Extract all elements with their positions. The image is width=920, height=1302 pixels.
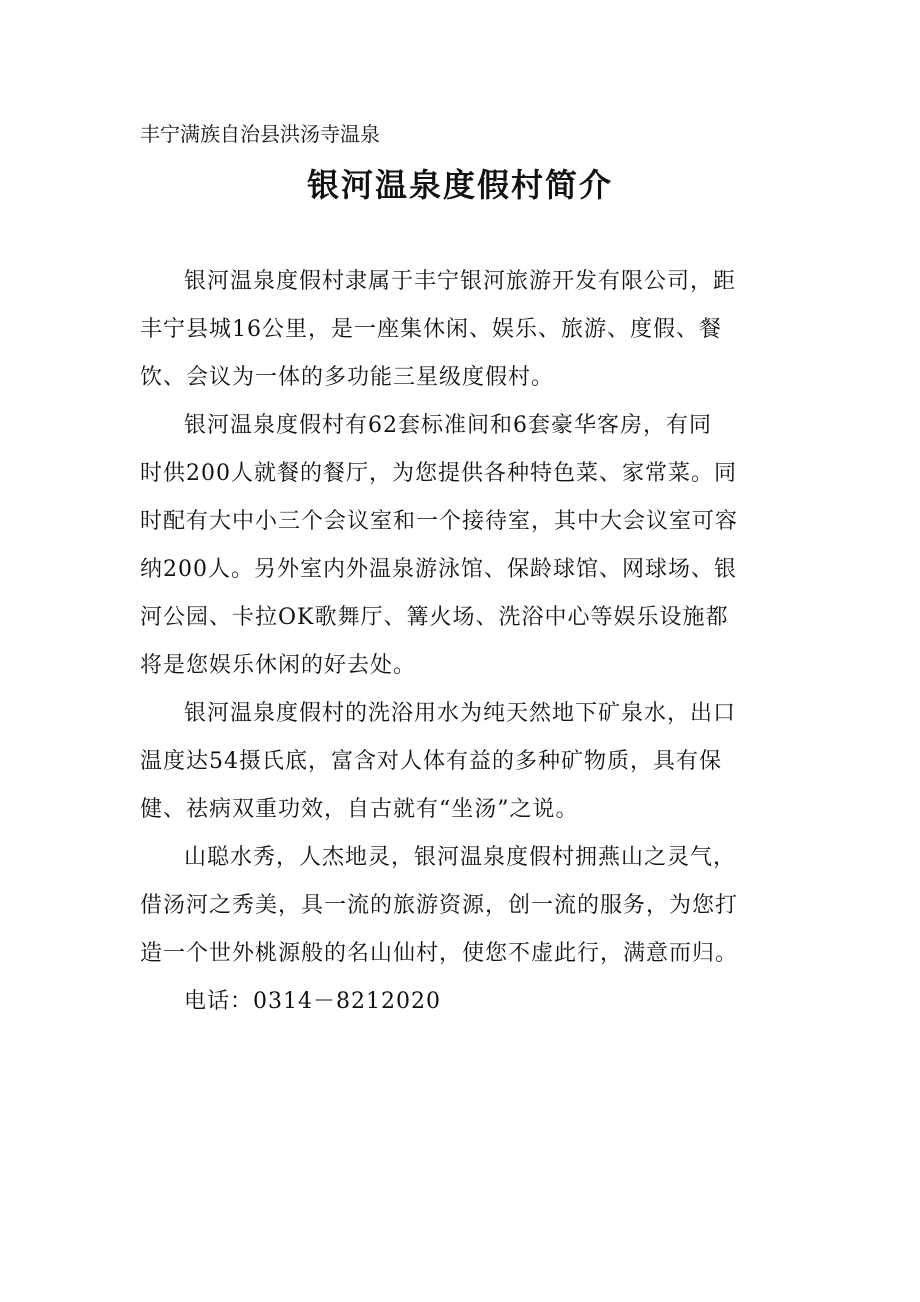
paragraph-line: 河公园、卡拉OK歌舞厅、篝火场、洗浴中心等娱乐设施都 [140, 605, 729, 630]
paragraph-line: 饮、会议为一体的多功能三星级度假村。 [140, 365, 555, 390]
paragraph-line: 温度达54摄氏底，富含对人体有益的多种矿物质，具有保 [140, 749, 722, 774]
paragraph-line: 借汤河之秀美，具一流的旅游资源，创一流的服务，为您打 [140, 893, 739, 918]
document-body [140, 258, 780, 1026]
paragraph-line: 山聪水秀，人杰地灵，银河温泉度假村拥燕山之灵气， [184, 845, 737, 870]
paragraph-line: 造一个世外桃源般的名山仙村，使您不虚此行，满意而归。 [140, 941, 739, 966]
header-note: 丰宁满族自治县洪汤寺温泉 [140, 122, 380, 146]
paragraph-line: 时配有大中小三个会议室和一个接待室，其中大会议室可容 [140, 509, 739, 534]
paragraph-line: 健、祛病双重功效，自古就有“坐汤”之说。 [140, 797, 579, 822]
paragraph-facilities [140, 402, 780, 690]
paragraph-line: 时供200人就餐的餐厅，为您提供各种特色菜、家常菜。同 [140, 461, 737, 486]
paragraph-line: 银河温泉度假村有62套标准间和6套豪华客房，有同 [184, 413, 712, 438]
paragraph-line: 银河温泉度假村隶属于丰宁银河旅游开发有限公司，距 [184, 269, 737, 294]
paragraph-line: 纳200人。另外室内外温泉游泳馆、保龄球馆、网球场、银 [140, 557, 737, 582]
paragraph-line: 银河温泉度假村的洗浴用水为纯天然地下矿泉水，出口 [184, 701, 737, 726]
paragraph-scenery [140, 834, 780, 978]
paragraph-line: 丰宁县城16公里，是一座集休闲、娱乐、旅游、度假、餐 [140, 317, 722, 342]
paragraph-intro [140, 258, 780, 402]
paragraph-line: 将是您娱乐休闲的好去处。 [140, 653, 417, 678]
document-title: 银河温泉度假村简介 [306, 166, 613, 204]
paragraph-spring-water [140, 690, 780, 834]
phone-number: 电话：0314－8212020 [184, 989, 441, 1014]
